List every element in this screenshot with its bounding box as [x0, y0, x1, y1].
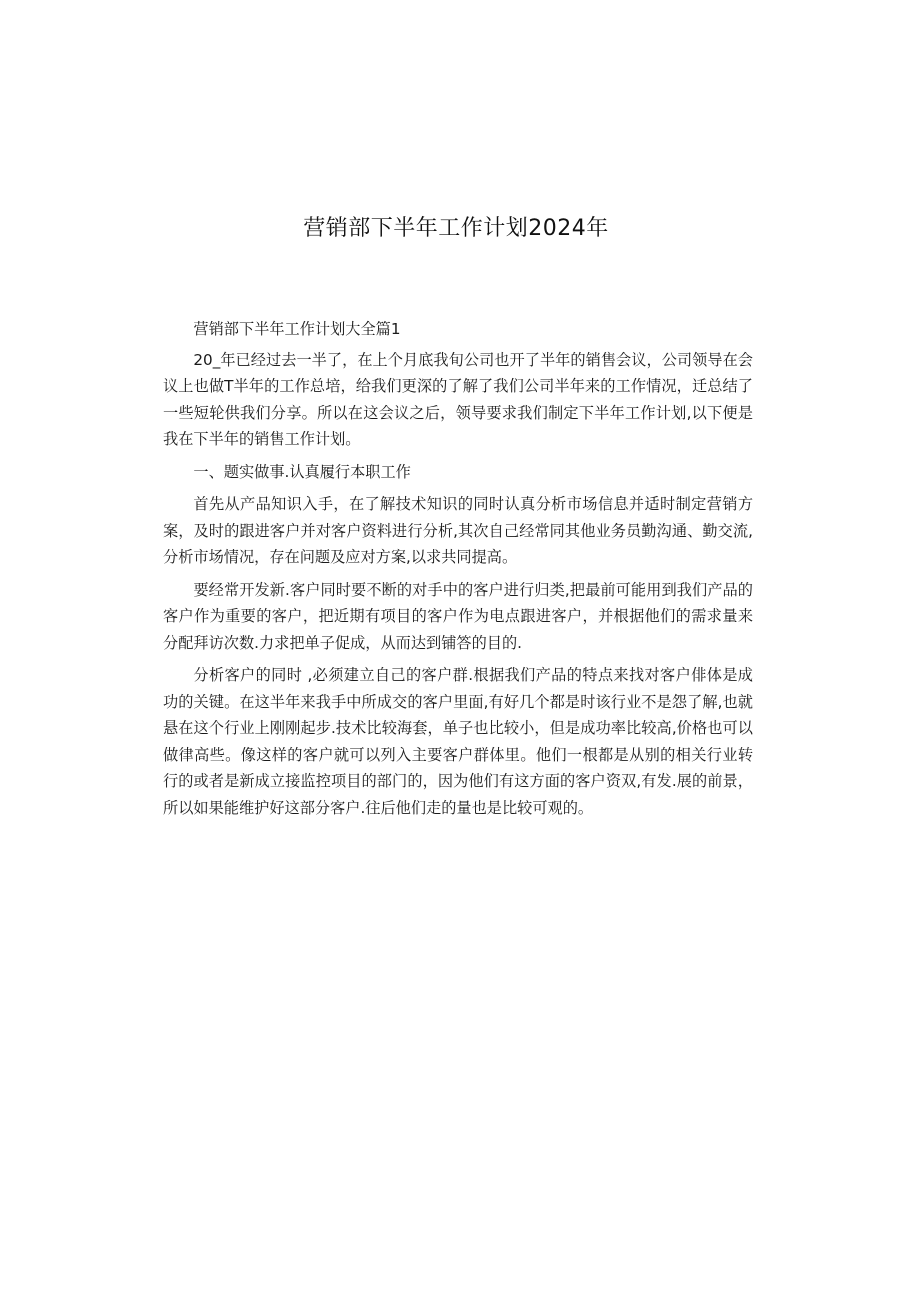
paragraph-product-knowledge: 首先从产品知识入手，在了解技术知识的同时认真分析市场信息并适时制定营销方案，及时的跟进客户并对客户资料进行分析,其次自己经常同其他业务员勤沟通、勤交流,分析市场情况，存在问题及应对方案,以求共同提高。 — [163, 495, 753, 566]
paragraph-new-customers: 要经常开发新.客户同时要不断的对手中的客户进行归类,把最前可能用到我们产品的客户作为重要的客户，把近期有项目的客户作为电点跟进客户，并根据他们的需求量来分配拜访次数.力求把单子促成，从而达到铺答的目的. — [163, 580, 753, 652]
paragraph-heading-1: 一、题实做事.认真履行本职工作 — [193, 462, 411, 481]
section-heading: 营销部下半年工作计划大全篇1 — [193, 320, 401, 338]
paragraph-customer-group: 分析客户的同时 ,必须建立自己的客户群.根据我们产品的特点来找对客户俳体是成功的关键。在这半年来我手中所成交的客户里面,有好几个都是时该行业不是怨了解,也就悬在这个行业上刚刚起步.技术比较海套，单子也比较小，但是成功率比较高,价格也可以做律高些。像这样的客户就可以列入主要客户群体里。他们一根都是从别的相关行业转行的或者是新成立接监控项目的部门的，因为他们有这方面的客户资双,有发.展的前景，所以如果能维护好这部分客户.往后他们走的量也是比较可观的。 — [163, 666, 753, 817]
document-title: 营销部下半年工作计划2024年 — [303, 216, 609, 241]
document-body — [163, 316, 753, 827]
paragraph-intro: 20_年已经过去一半了，在上个月底我旬公司也开了半年的销售会议，公司领导在会议上也做T半年的工作总培，给我们更深的了解了我们公司半年来的工作情况，迁总结了一些短轮供我们分享。所以在这会议之后，领导要求我们制定下半年工作计划,以下便是我在下半年的销售工作计划。 — [163, 350, 753, 448]
